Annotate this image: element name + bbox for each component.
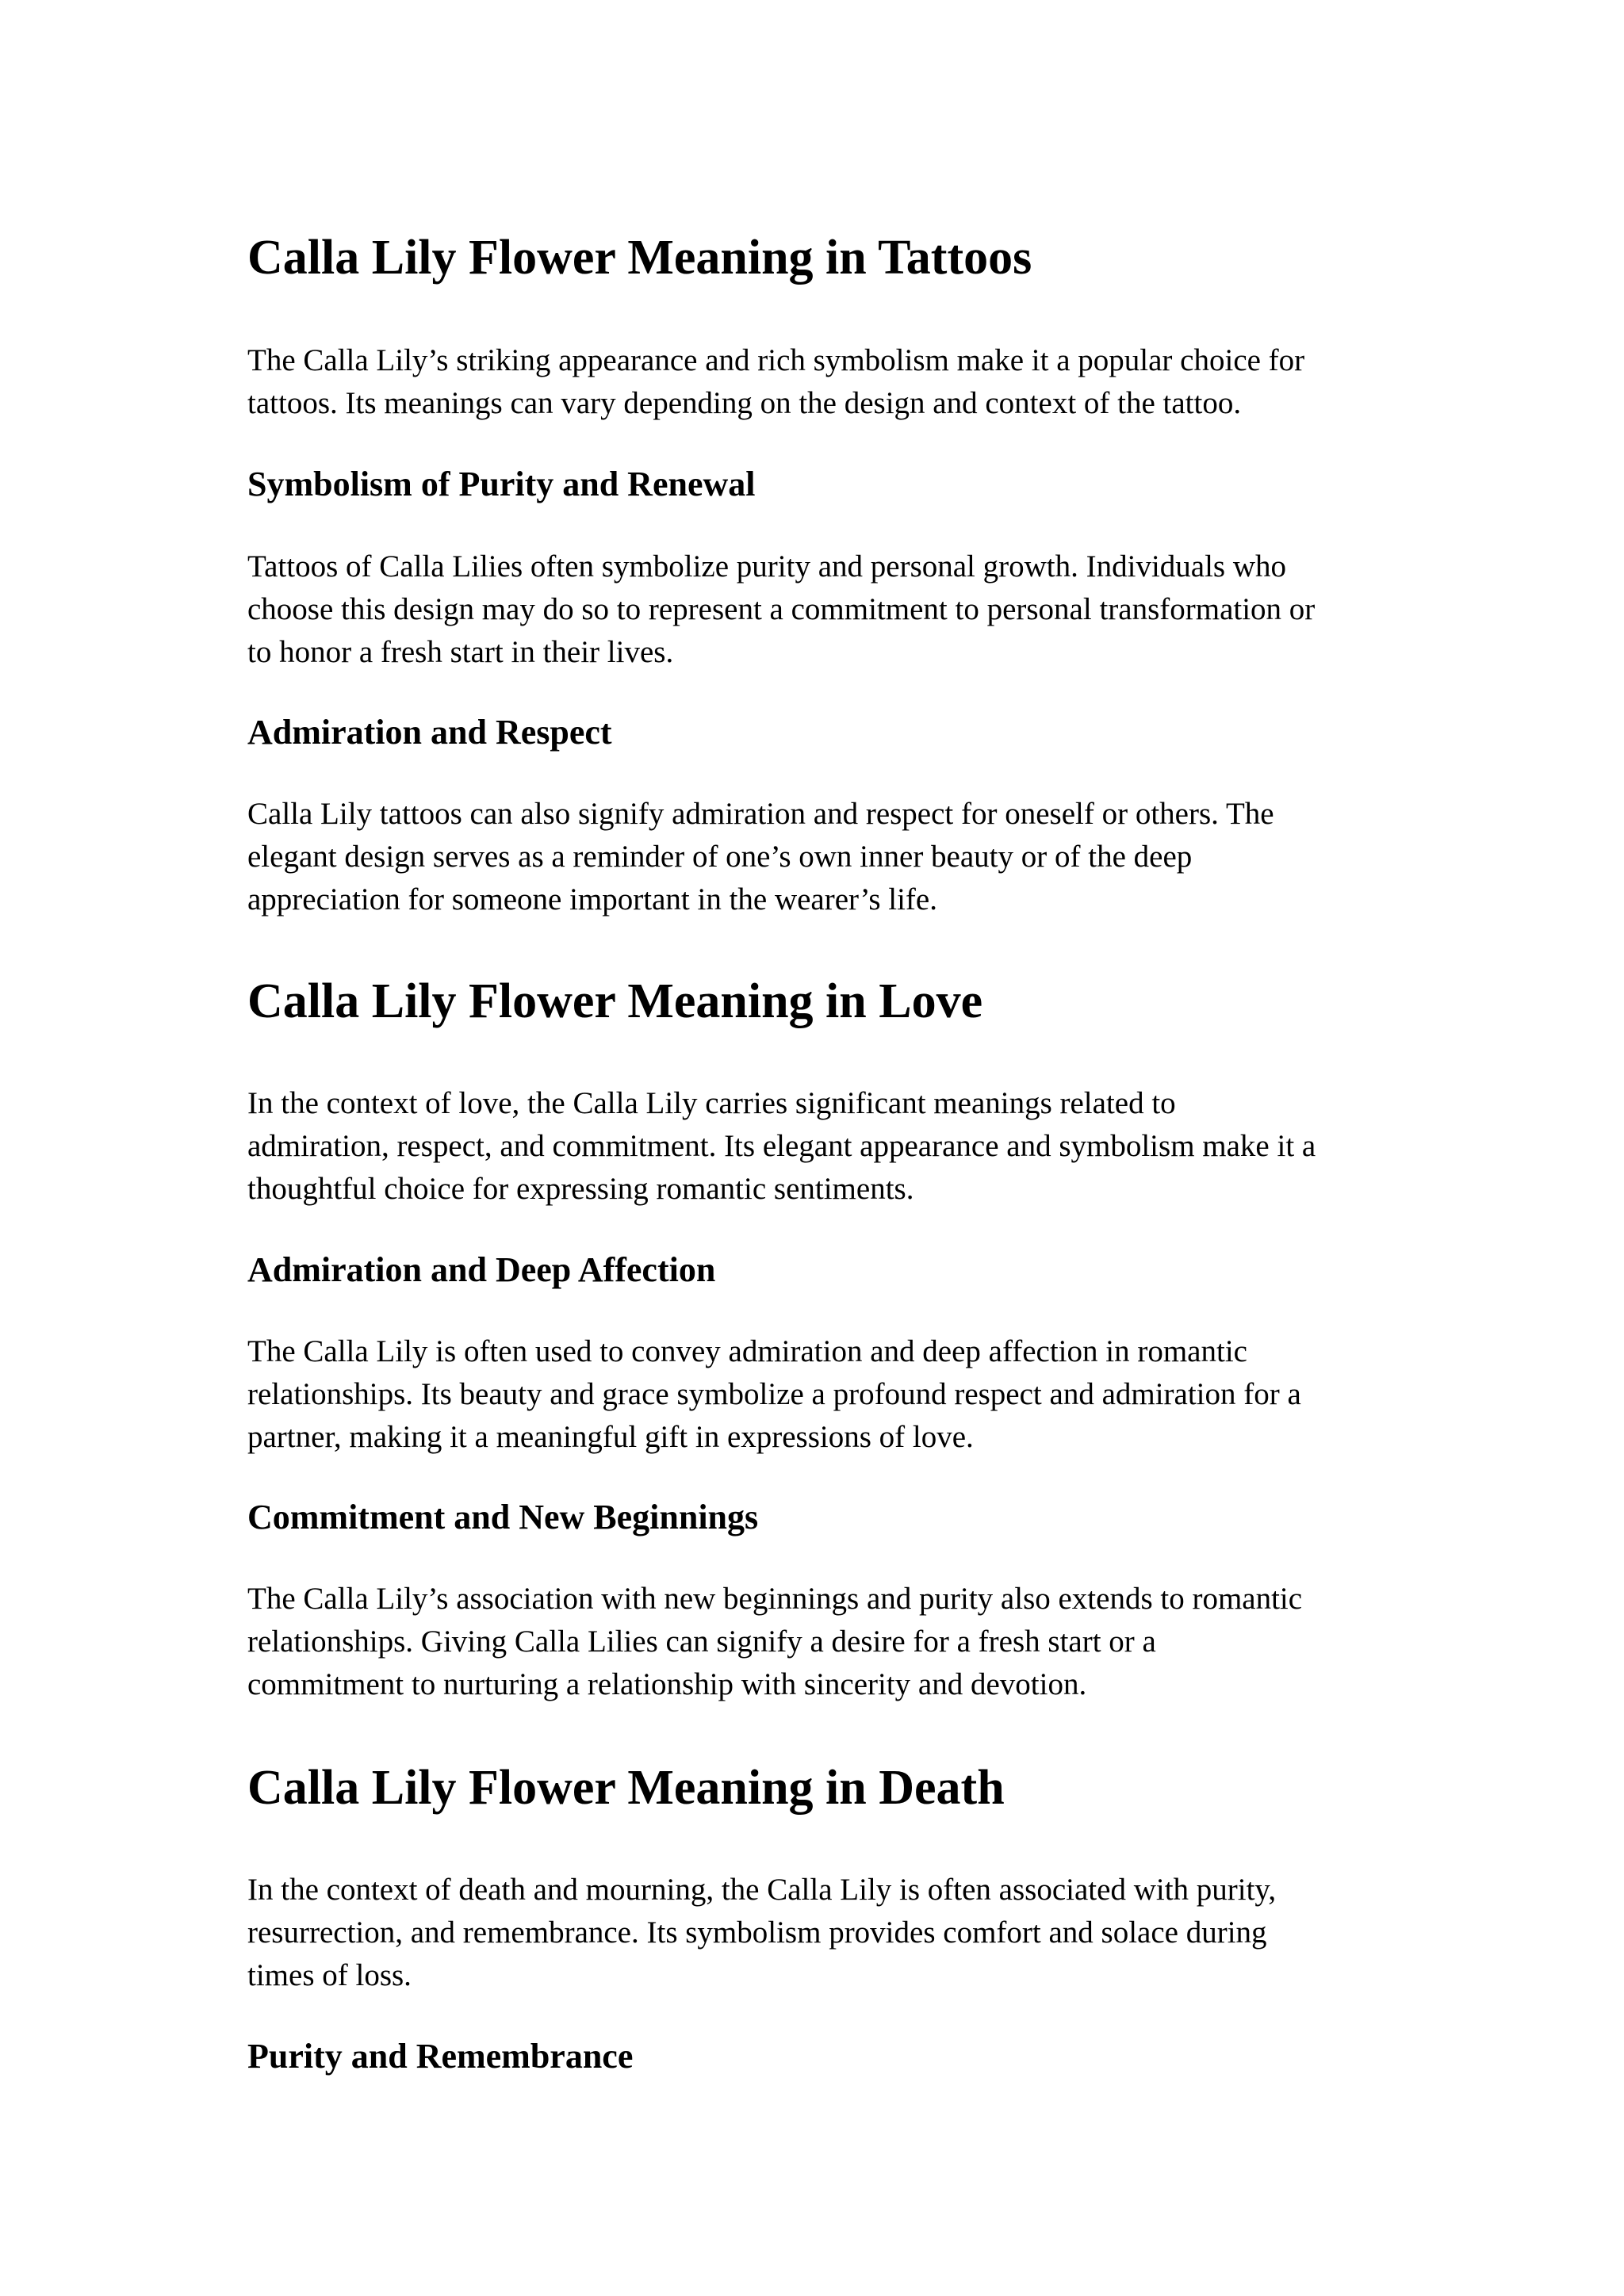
subheading-purity-remembrance: Purity and Remembrance [247, 2037, 634, 2076]
section-heading-tattoos: Calla Lily Flower Meaning in Tattoos [247, 231, 1032, 285]
paragraph-death-intro: In the context of death and mourning, the Calla Lily is often associated with purity, resurrection, and remembrance. Its symbolism provides comfort and solace during times of loss. [247, 1873, 1277, 1992]
subheading-commitment-beginnings: Commitment and New Beginnings [247, 1498, 759, 1536]
subheading-admiration-affection: Admiration and Deep Affection [247, 1250, 716, 1289]
subheading-purity-renewal: Symbolism of Purity and Renewal [247, 465, 756, 503]
paragraph-purity-renewal: Tattoos of Calla Lilies often symbolize purity and personal growth. Individuals who choose this design may do so to represent a commitment to personal transformation or to honor a fresh start in their lives. [247, 549, 1316, 669]
paragraph-love-intro: In the context of love, the Calla Lily carries significant meanings related to admiration, respect, and commitment. Its elegant appearance and symbolism make it a thoughtful choice for expressing romantic sentiments. [247, 1086, 1316, 1206]
section-heading-death: Calla Lily Flower Meaning in Death [247, 1761, 1005, 1815]
paragraph-admiration-respect: Calla Lily tattoos can also signify admiration and respect for oneself or others. The elegant design serves as a reminder of one’s own inner beauty or of the deep appreciation for someone important in the wearer’s life. [247, 797, 1274, 916]
subheading-admiration-respect: Admiration and Respect [247, 713, 612, 752]
section-heading-love: Calla Lily Flower Meaning in Love [247, 974, 983, 1028]
paragraph-commitment-beginnings: The Calla Lily’s association with new beginnings and purity also extends to romantic relationships. Giving Calla Lilies can signify a desire for a fresh start or a commitment to nurturing a relationship with sincerity and devotion. [247, 1582, 1303, 1701]
paragraph-admiration-affection: The Calla Lily is often used to convey admiration and deep affection in romantic relationships. Its beauty and grace symbolize a profound respect and admiration for a partner, making it a meaningful gift in expressions of love. [247, 1334, 1301, 1454]
paragraph-tattoos-intro: The Calla Lily’s striking appearance and rich symbolism make it a popular choice for tattoos. Its meanings can vary depending on the design and context of the tattoo. [247, 343, 1305, 420]
